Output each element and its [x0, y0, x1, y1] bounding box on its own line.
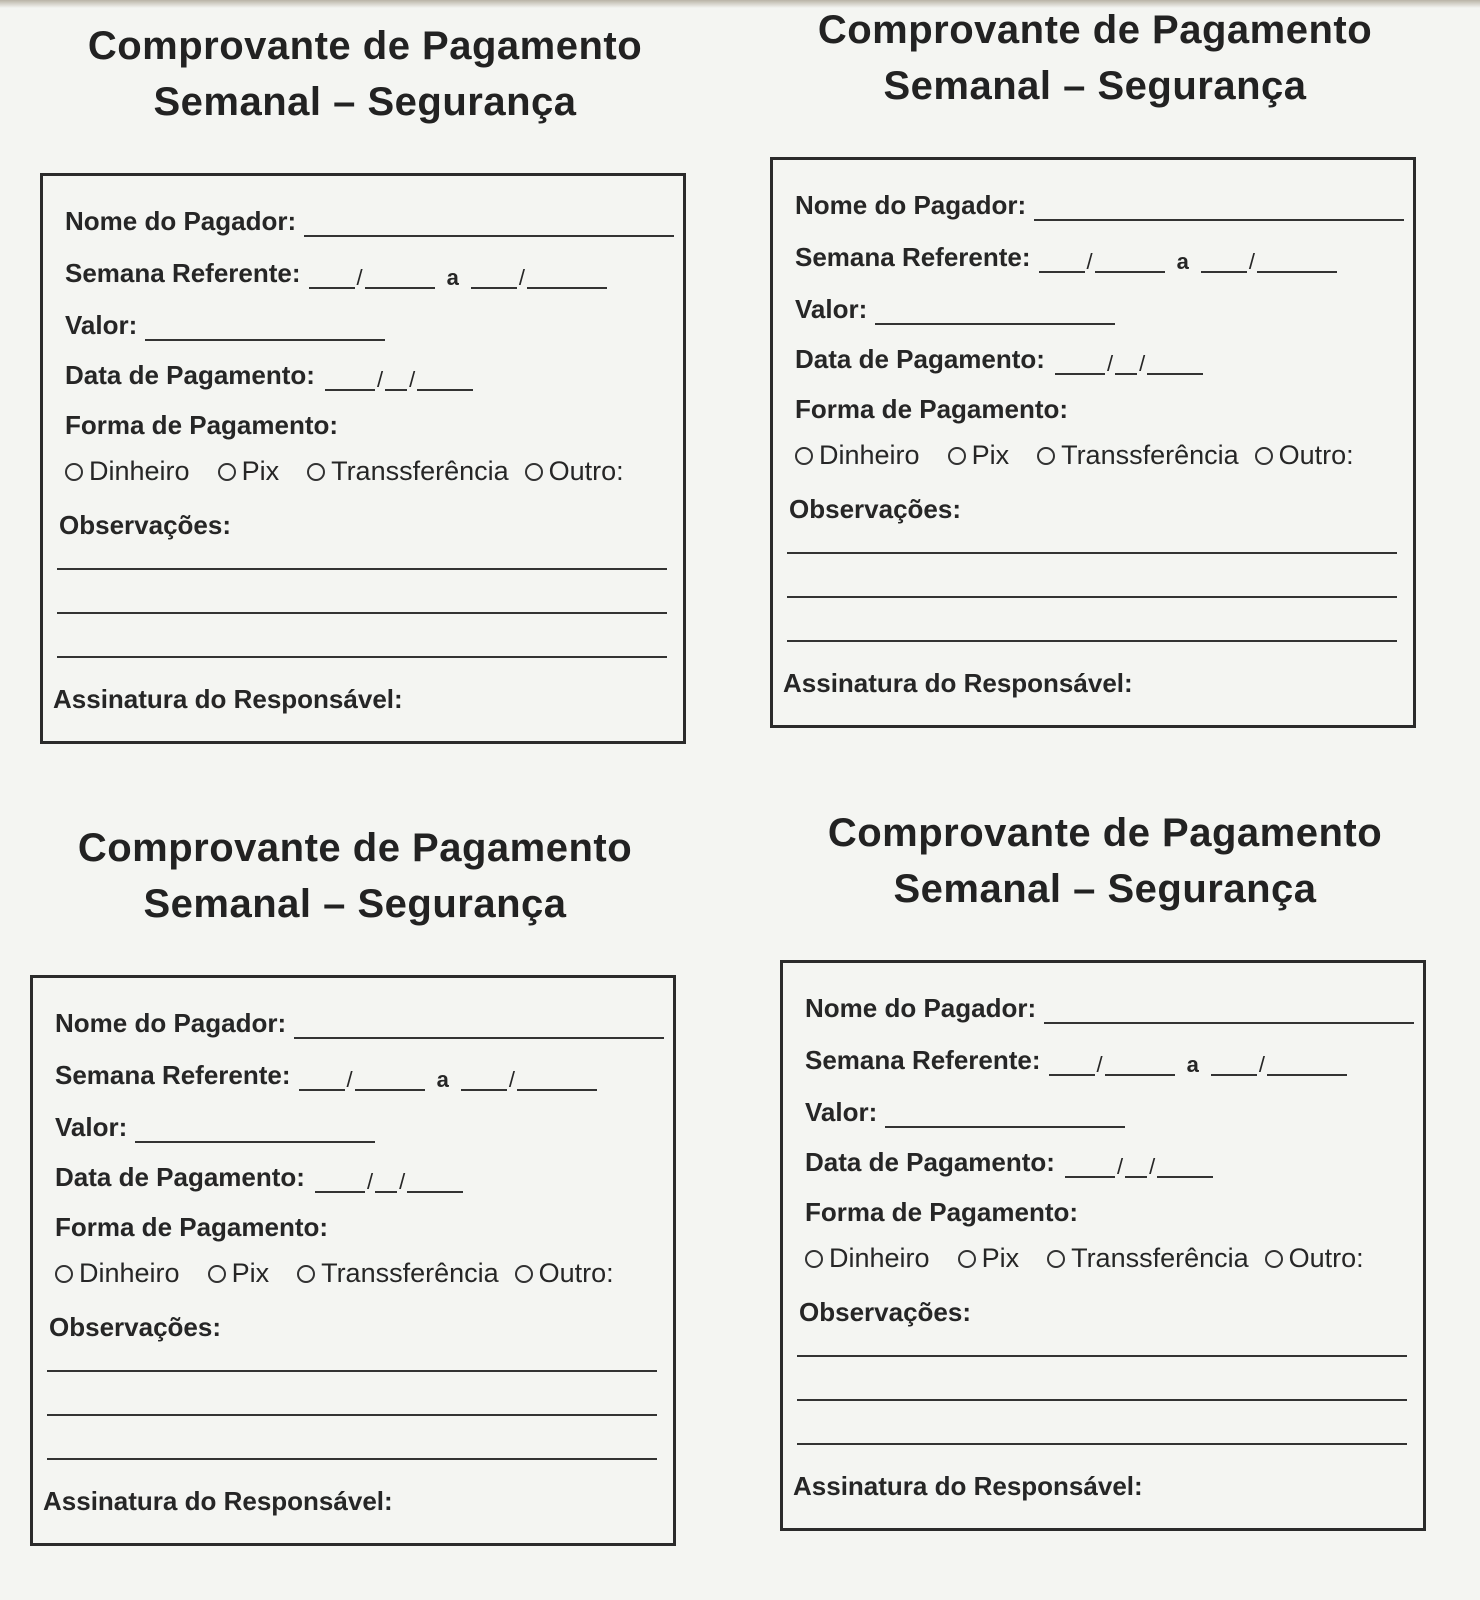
radio-circle-icon[interactable]: [307, 463, 325, 481]
week-end-month-line[interactable]: [1257, 249, 1337, 273]
date-label: Data de Pagamento:: [795, 344, 1045, 374]
week-separator: a: [446, 265, 459, 290]
option-outro[interactable]: Outro:: [1265, 1243, 1364, 1274]
option-dinheiro[interactable]: Dinheiro: [805, 1243, 930, 1274]
notes-line-1[interactable]: [787, 552, 1397, 554]
week-start-slash: /: [1096, 1052, 1103, 1077]
notes-line-3[interactable]: [787, 640, 1397, 642]
date-year-line[interactable]: [417, 367, 473, 391]
signature-field: [43, 1486, 393, 1517]
radio-circle-icon[interactable]: [525, 463, 543, 481]
payment-slip-bottom-left: [10, 820, 700, 1580]
signature-label: Assinatura do Responsável:: [53, 684, 403, 714]
radio-circle-icon[interactable]: [1037, 447, 1055, 465]
title-line-2: Semanal – Segurança: [883, 64, 1307, 108]
payment-method-options: [55, 1258, 614, 1289]
date-year-line[interactable]: [1147, 351, 1203, 375]
date-field: [65, 360, 473, 391]
value-label: Valor:: [805, 1097, 878, 1127]
value-field: [795, 294, 1115, 325]
notes-line-1[interactable]: [57, 568, 667, 570]
date-day-line[interactable]: [325, 367, 375, 391]
week-start-month-line[interactable]: [1105, 1052, 1175, 1076]
notes-label: Observações:: [59, 510, 231, 540]
week-end-slash: /: [508, 1067, 516, 1092]
title-line-2: Semanal – Segurança: [153, 80, 577, 124]
option-dinheiro[interactable]: Dinheiro: [65, 456, 190, 487]
payer-label: Nome do Pagador:: [795, 190, 1027, 220]
notes-label: Observações:: [49, 1312, 221, 1342]
title-line-1: Comprovante de Pagamento: [827, 811, 1383, 855]
value-field: [65, 310, 385, 341]
option-dinheiro[interactable]: Dinheiro: [795, 440, 920, 471]
week-separator: a: [436, 1067, 449, 1092]
signature-label: Assinatura do Responsável:: [793, 1471, 1143, 1501]
week-start-day-line[interactable]: [299, 1067, 345, 1091]
week-end-slash: /: [518, 265, 526, 290]
title-line-1: Comprovante de Pagamento: [817, 8, 1373, 52]
form-box: [770, 157, 1416, 728]
payment-method-options: [805, 1243, 1364, 1274]
week-start-slash: /: [356, 265, 363, 290]
slip-title: [750, 2, 1440, 114]
signature-field: [53, 684, 403, 715]
method-field: [65, 410, 338, 441]
value-label: Valor:: [65, 310, 138, 340]
radio-circle-icon[interactable]: [1265, 1250, 1283, 1268]
notes-field: [49, 1312, 221, 1343]
payment-method-options: [65, 456, 624, 487]
method-field: [55, 1212, 328, 1243]
notes-line-2[interactable]: [47, 1414, 657, 1416]
option-outro[interactable]: Outro:: [515, 1258, 614, 1289]
week-separator: a: [1186, 1052, 1199, 1077]
value-label: Valor:: [55, 1112, 128, 1142]
signature-label: Assinatura do Responsável:: [43, 1486, 393, 1516]
week-start-slash: /: [346, 1067, 353, 1092]
slip-title: [760, 805, 1450, 917]
payer-label: Nome do Pagador:: [805, 993, 1037, 1023]
week-end-day-line[interactable]: [1211, 1052, 1257, 1076]
option-dinheiro[interactable]: Dinheiro: [55, 1258, 180, 1289]
date-slash-2: /: [399, 1169, 406, 1194]
option-transferencia[interactable]: Transsferência: [307, 456, 509, 487]
date-label: Data de Pagamento:: [65, 360, 315, 390]
payment-slip-bottom-right: [760, 805, 1450, 1565]
date-slash-1: /: [376, 367, 384, 392]
week-start-month-line[interactable]: [355, 1067, 425, 1091]
payer-field: [55, 1008, 664, 1039]
payer-label: Nome do Pagador:: [55, 1008, 287, 1038]
date-month-line[interactable]: [375, 1169, 397, 1193]
notes-label: Observações:: [789, 494, 961, 524]
payment-slip-top-left: [20, 18, 710, 778]
week-start-month-line[interactable]: [1095, 249, 1165, 273]
date-field: [795, 344, 1203, 375]
method-label: Forma de Pagamento:: [65, 410, 339, 440]
method-label: Forma de Pagamento:: [55, 1212, 329, 1242]
notes-line-1[interactable]: [797, 1355, 1407, 1357]
radio-circle-icon[interactable]: [1047, 1250, 1065, 1268]
value-input-line[interactable]: [135, 1119, 375, 1143]
week-field: [55, 1060, 597, 1091]
week-end-slash: /: [1258, 1052, 1266, 1077]
payer-field: [65, 206, 674, 237]
date-slash-1: /: [366, 1169, 374, 1194]
radio-circle-icon[interactable]: [297, 1265, 315, 1283]
week-label: Semana Referente:: [805, 1045, 1041, 1075]
form-box: [40, 173, 686, 744]
value-label: Valor:: [795, 294, 868, 324]
week-start-day-line[interactable]: [1039, 249, 1085, 273]
payment-method-options: [795, 440, 1354, 471]
radio-circle-icon[interactable]: [515, 1265, 533, 1283]
date-label: Data de Pagamento:: [805, 1147, 1055, 1177]
payer-input-line[interactable]: [304, 213, 674, 237]
method-label: Forma de Pagamento:: [805, 1197, 1079, 1227]
date-year-line[interactable]: [1157, 1154, 1213, 1178]
payer-field: [805, 993, 1414, 1024]
radio-circle-icon[interactable]: [65, 463, 83, 481]
date-day-line[interactable]: [315, 1169, 365, 1193]
title-line-2: Semanal – Segurança: [143, 882, 567, 926]
radio-circle-icon[interactable]: [218, 463, 236, 481]
notes-line-1[interactable]: [47, 1370, 657, 1372]
value-input-line[interactable]: [875, 301, 1115, 325]
notes-line-3[interactable]: [47, 1458, 657, 1460]
method-field: [795, 394, 1068, 425]
option-pix[interactable]: Pix: [208, 1258, 270, 1289]
week-start-day-line[interactable]: [309, 265, 355, 289]
payer-field: [795, 190, 1404, 221]
slip-title: [10, 820, 700, 932]
week-field: [65, 258, 607, 289]
radio-circle-icon[interactable]: [1255, 447, 1273, 465]
date-slash-1: /: [1116, 1154, 1124, 1179]
option-pix[interactable]: Pix: [948, 440, 1010, 471]
radio-circle-icon[interactable]: [805, 1250, 823, 1268]
date-month-line[interactable]: [1115, 351, 1137, 375]
option-pix[interactable]: Pix: [958, 1243, 1020, 1274]
value-input-line[interactable]: [885, 1104, 1125, 1128]
date-month-line[interactable]: [1125, 1154, 1147, 1178]
form-box: [780, 960, 1426, 1531]
radio-circle-icon[interactable]: [795, 447, 813, 465]
week-label: Semana Referente:: [65, 258, 301, 288]
date-slash-2: /: [1149, 1154, 1156, 1179]
date-slash-2: /: [1139, 351, 1146, 376]
date-field: [55, 1162, 463, 1193]
form-box: [30, 975, 676, 1546]
radio-circle-icon[interactable]: [958, 1250, 976, 1268]
notes-label: Observações:: [799, 1297, 971, 1327]
signature-label: Assinatura do Responsável:: [783, 668, 1133, 698]
week-separator: a: [1176, 249, 1189, 274]
title-line-1: Comprovante de Pagamento: [77, 826, 633, 870]
radio-circle-icon[interactable]: [948, 447, 966, 465]
week-end-month-line[interactable]: [527, 265, 607, 289]
week-start-month-line[interactable]: [365, 265, 435, 289]
value-input-line[interactable]: [145, 317, 385, 341]
week-label: Semana Referente:: [55, 1060, 291, 1090]
notes-field: [799, 1297, 971, 1328]
option-outro[interactable]: Outro:: [1255, 440, 1354, 471]
week-end-slash: /: [1248, 249, 1256, 274]
option-pix[interactable]: Pix: [218, 456, 280, 487]
payer-label: Nome do Pagador:: [65, 206, 297, 236]
date-day-line[interactable]: [1065, 1154, 1115, 1178]
signature-field: [793, 1471, 1143, 1502]
date-slash-2: /: [409, 367, 416, 392]
week-end-month-line[interactable]: [1267, 1052, 1347, 1076]
title-line-2: Semanal – Segurança: [893, 867, 1317, 911]
notes-line-3[interactable]: [57, 656, 667, 658]
week-start-slash: /: [1086, 249, 1093, 274]
date-label: Data de Pagamento:: [55, 1162, 305, 1192]
option-transferencia[interactable]: Transsferência: [1047, 1243, 1249, 1274]
method-field: [805, 1197, 1078, 1228]
notes-line-3[interactable]: [797, 1443, 1407, 1445]
week-end-day-line[interactable]: [461, 1067, 507, 1091]
date-field: [805, 1147, 1213, 1178]
week-label: Semana Referente:: [795, 242, 1031, 272]
notes-line-2[interactable]: [57, 612, 667, 614]
notes-field: [789, 494, 961, 525]
week-field: [795, 242, 1337, 273]
signature-field: [783, 668, 1133, 699]
method-label: Forma de Pagamento:: [795, 394, 1069, 424]
week-start-day-line[interactable]: [1049, 1052, 1095, 1076]
date-month-line[interactable]: [385, 367, 407, 391]
week-field: [805, 1045, 1347, 1076]
radio-circle-icon[interactable]: [55, 1265, 73, 1283]
option-transferencia[interactable]: Transsferência: [297, 1258, 499, 1289]
notes-line-2[interactable]: [787, 596, 1397, 598]
date-slash-1: /: [1106, 351, 1114, 376]
value-field: [55, 1112, 375, 1143]
notes-field: [59, 510, 231, 541]
option-outro[interactable]: Outro:: [525, 456, 624, 487]
date-day-line[interactable]: [1055, 351, 1105, 375]
payment-slip-top-right: [750, 2, 1440, 762]
week-end-day-line[interactable]: [1201, 249, 1247, 273]
value-field: [805, 1097, 1125, 1128]
option-transferencia[interactable]: Transsferência: [1037, 440, 1239, 471]
week-end-day-line[interactable]: [471, 265, 517, 289]
radio-circle-icon[interactable]: [208, 1265, 226, 1283]
payer-input-line[interactable]: [1034, 197, 1404, 221]
slip-title: [20, 18, 710, 130]
payer-input-line[interactable]: [1044, 1000, 1414, 1024]
title-line-1: Comprovante de Pagamento: [87, 24, 643, 68]
notes-line-2[interactable]: [797, 1399, 1407, 1401]
date-year-line[interactable]: [407, 1169, 463, 1193]
week-end-month-line[interactable]: [517, 1067, 597, 1091]
payer-input-line[interactable]: [294, 1015, 664, 1039]
